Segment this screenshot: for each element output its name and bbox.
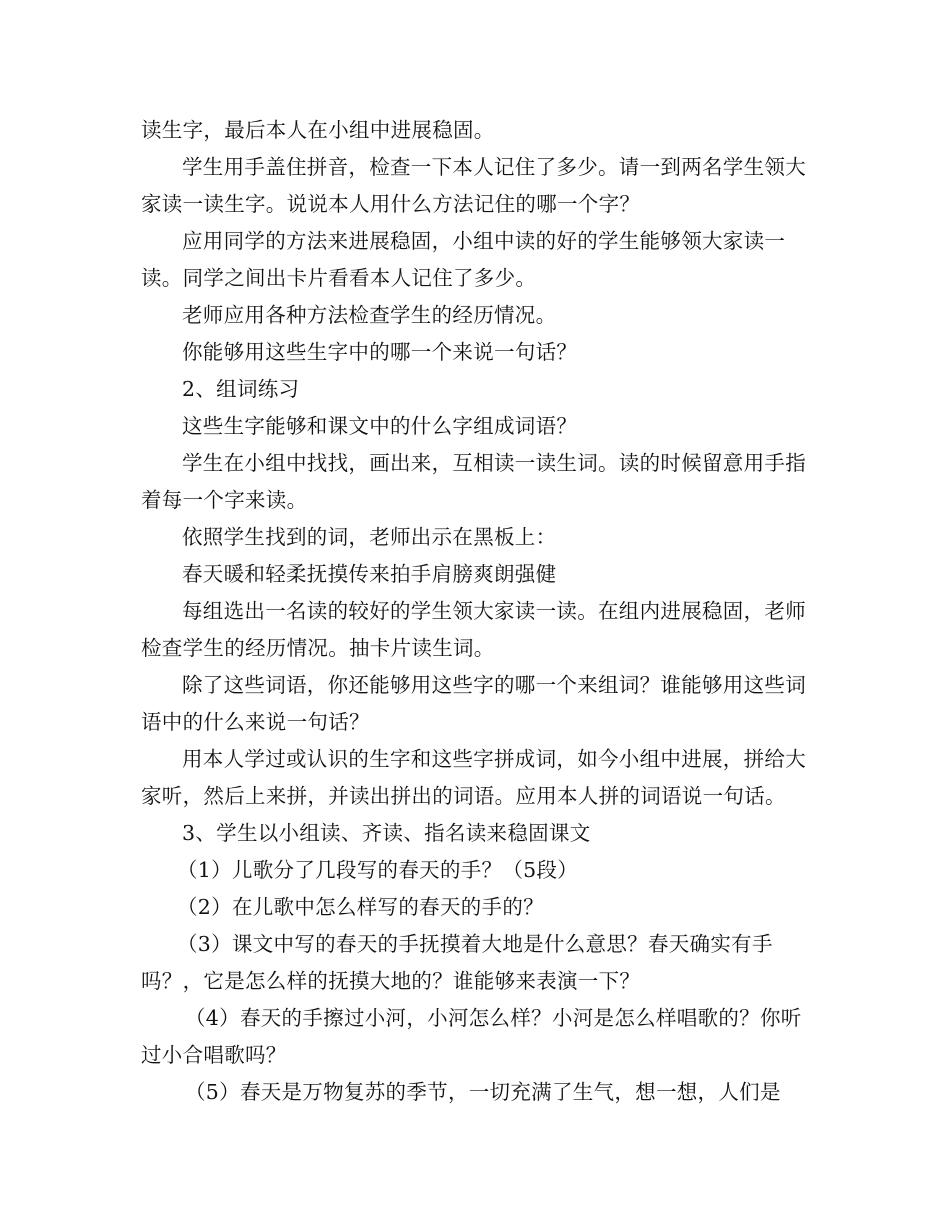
question-1: （1）儿歌分了几段写的春天的手？（5段） — [177, 858, 579, 882]
paragraph-4: 老师应用各种方法检查学生的经历情况。 — [182, 303, 557, 327]
paragraph-13: 用本人学过或认识的生字和这些字拼成词，如今小组中进展，拼给大家听，然后上来拼，并读出拼出的词语。应用本人拼的词语说一句话。 — [141, 747, 806, 808]
question-4: （4）春天的手擦过小河，小河怎么样？小河是怎么样唱歌的？你听过小合唱歌吗？ — [141, 1006, 802, 1067]
paragraph-7: 这些生字能够和课文中的什么字组成词语？ — [182, 414, 578, 438]
paragraph-8: 学生在小组中找找，画出来，互相读一读生词。读的时候留意用手指着每一个字来读。 — [141, 451, 806, 512]
paragraph-2: 学生用手盖住拼音，检查一下本人记住了多少。请一到两名学生领大家读一读生字。说说本人用什么方法记住的哪一个字？ — [141, 155, 806, 216]
paragraph-1: 读生字，最后本人在小组中进展稳固。 — [141, 118, 495, 142]
paragraph-3: 应用同学的方法来进展稳固，小组中读的好的学生能够领大家读一读。同学之间出卡片看看本人记住了多少。 — [141, 229, 786, 290]
question-5: （5）春天是万物复苏的季节，一切充满了生气，想一想，人们是 — [185, 1080, 781, 1104]
question-2: （2）在儿歌中怎么样写的春天的手的？ — [177, 895, 544, 919]
section-heading-3: 3、学生以小组读、齐读、指名读来稳固课文 — [182, 821, 591, 845]
word-list: 春天暖和轻柔抚摸传来拍手肩膀爽朗强健 — [182, 562, 557, 586]
section-heading-2: 2、组词练习 — [182, 377, 300, 401]
paragraph-5: 你能够用这些生字中的哪一个来说一句话？ — [182, 340, 578, 364]
paragraph-12: 除了这些词语，你还能够用这些字的哪一个来组词？谁能够用这些词语中的什么来说一句话？ — [141, 673, 806, 734]
document-body — [141, 112, 811, 1111]
question-3: （3）课文中写的春天的手抚摸着大地是什么意思？春天确实有手吗？，它是怎么样的抚摸大地的？谁能够来表演一下？ — [141, 932, 773, 993]
paragraph-9: 依照学生找到的词，老师出示在黑板上： — [182, 525, 557, 549]
paragraph-11: 每组选出一名读的较好的学生领大家读一读。在组内进展稳固，老师检查学生的经历情况。抽卡片读生词。 — [141, 599, 806, 660]
